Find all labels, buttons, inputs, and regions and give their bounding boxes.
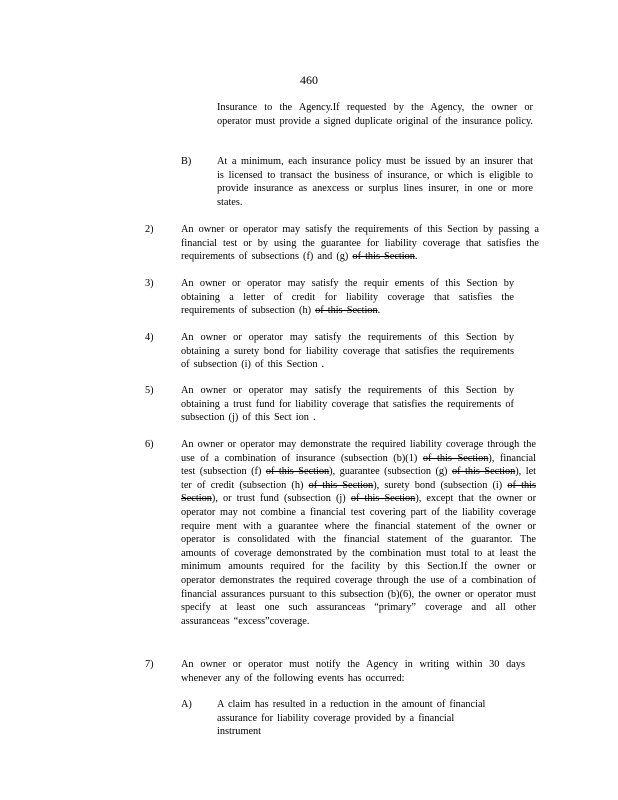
- item-5-marker: 5): [145, 385, 154, 396]
- item-6-struck-3: of this Section: [451, 466, 516, 478]
- item-7-text: An owner or operator must notify the Agency in writing within 30 days whenever any of the following events has occurred:: [181, 659, 525, 684]
- item-6-struck-6: of this Section: [350, 493, 416, 505]
- item-2-struck: of this Section: [352, 251, 415, 263]
- item-3-marker: 3): [145, 278, 154, 289]
- item-6-part-6: ), or trust fund (subsection (j): [211, 493, 346, 505]
- item-6-struck-1: of this Section: [422, 452, 489, 464]
- item-3-tail: .: [377, 305, 381, 317]
- page-number: 460: [300, 73, 318, 87]
- item-6-part-5: ), surety bond (subsection (i): [373, 479, 503, 491]
- item-5-text: An owner or operator may satisfy the requirements of this Section by obtaining a trust fund for liability coverage that satisfies the requirements of subsection (j) of this Sect ion .: [181, 385, 514, 424]
- item-2-marker: 2): [145, 224, 154, 235]
- item-3-text: [181, 277, 514, 318]
- item-6-part-7: ), except that the owner or operator may not combine a financial test covering part of the liability coverage require ment with a guarantee where the financial statement of the owner or operator is consolidated with the financial statement of the guarantor. The amounts of coverage demonstrated by the combination must total to at least the minimum amounts required for the facility by this Section.If the owner or operator demonstrates the required coverage through the use of a combination of financial assurances pursuant to this subsection (b)(6), the owner or operator must specify at least one such assuranceas “primary” coverage and all other assuranceas “excess”coverage.: [181, 493, 536, 627]
- item-6-text: [181, 438, 536, 628]
- item-6-part-4: ), let ter of credit (subsection (h): [181, 466, 537, 491]
- item-6-struck-5: of this Section: [181, 479, 536, 505]
- item-3-body: An owner or operator may satisfy the requir ements of this Section by obtaining a letter of credit for liability coverage that satisfies the requirements of subsection (h): [181, 278, 514, 317]
- item-b-text: At a minimum, each insurance policy must be issued by an insurer that is licensed to transact the business of insurance, or which is eligible to provide insurance as anexcess or surplus lines insurer, in one or more states.: [217, 156, 533, 208]
- item-6-marker: 6): [145, 439, 154, 450]
- item-b-marker: B): [181, 156, 192, 167]
- item-2-text: [181, 223, 539, 264]
- continuation-paragraph: Insurance to the Agency.If requested by the Agency, the owner or operator must provide a signed duplicate original of the insurance policy.: [217, 102, 533, 127]
- item-2-body: An owner or operator may satisfy the requirements of this Section by passing a financial test or by using the guarantee for liability coverage that satisfies the requirements of subsections (f) and (g): [181, 224, 539, 263]
- item-6-struck-4: of this Section: [308, 479, 374, 491]
- item-6-part-3: ), guarantee (subsection (g): [329, 466, 448, 478]
- item-7a-marker: A): [181, 699, 192, 710]
- item-3-struck: of this Section: [315, 305, 378, 317]
- item-6-part-1: An owner or operator may demonstrate the required liability coverage through the use of a combination of insurance (subsection (b)(1): [181, 439, 536, 464]
- item-4-text: An owner or operator may satisfy the requirements of this Section by obtaining a surety bond for liability coverage that satisfies the requirements of subsection (i) of this Section .: [181, 332, 514, 371]
- item-6-part-2: ), financial test (subsection (f): [181, 452, 536, 478]
- item-6-struck-2: of this Section: [265, 466, 330, 478]
- item-7a-text: A claim has resulted in a reduction in the amount of financial assurance for liability coverage provided by a financial instrument: [217, 699, 486, 738]
- item-7-marker: 7): [145, 659, 154, 670]
- item-2-tail: .: [414, 251, 418, 263]
- item-4-marker: 4): [145, 332, 154, 343]
